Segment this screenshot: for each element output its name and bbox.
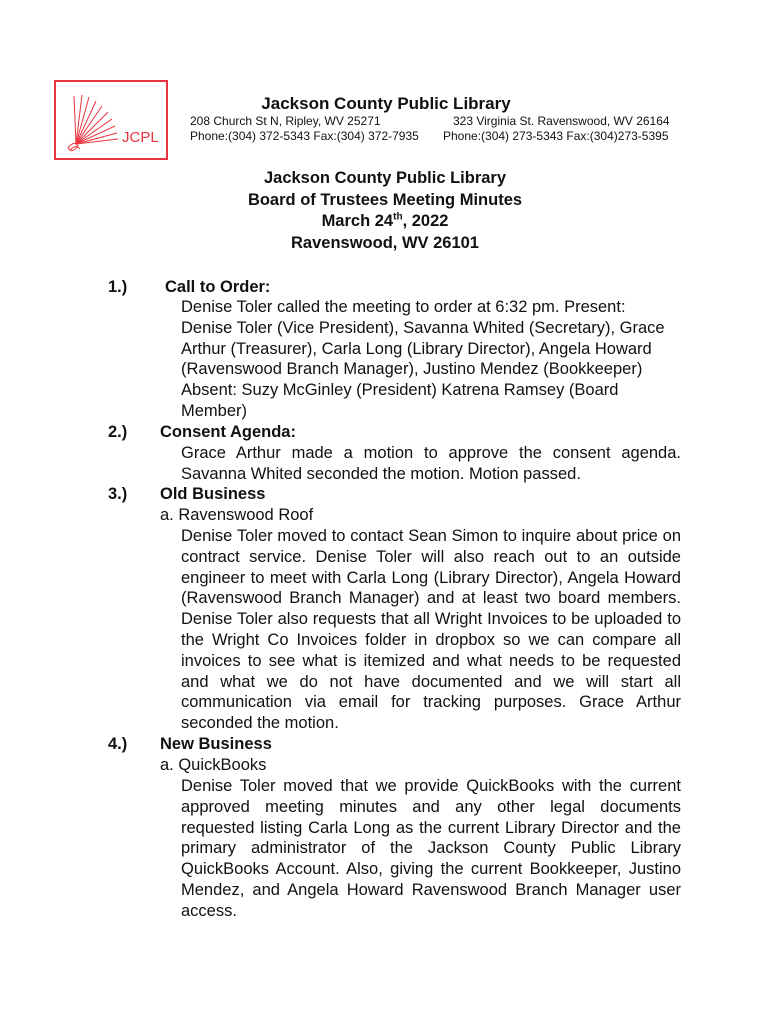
title-library-name: Jackson County Public Library	[263, 169, 507, 187]
letterhead-library-name: Jackson County Public Library	[261, 94, 511, 113]
section-text-ravenswood-roof: Denise Toler moved to contact Sean Simon to inquire about price on contract service. Denise Toler will also reach out to an outside engineer to meet with Carla Long (Library Director), Angela Howard (Ravenswood Branch Manager) and at least two board members. Denise Toler also requests that all Wright Invoices to be uploaded to the Wright Co Invoices folder in dropbox so we can compare all invoices to see what is itemized and what needs to be requested and what we do not have documented and we will start all communication via email for tracking purposes. Grace Arthur seconded the motion.	[181, 527, 681, 733]
section-heading-new-business: New Business	[160, 735, 272, 753]
title-date: March 24th, 2022	[321, 211, 449, 230]
logo-text: JCPL	[122, 129, 159, 146]
section-number: 1.)	[108, 278, 128, 296]
ripley-phone: Phone:(304) 372-5343 Fax:(304) 372-7935	[190, 129, 419, 143]
section-text-consent-agenda: Grace Arthur made a motion to approve the consent agenda. Savanna Whited seconded the motion. Motion passed.	[181, 444, 681, 483]
section-text-quickbooks: Denise Toler moved that we provide QuickBooks with the current approved meeting minutes and any other legal documents requested listing Carla Long as the current Library Director and the primary administrator of the Jackson County Public Library QuickBooks Account. Also, giving the current Bookkeeper, Justino Mendez, and Angela Howard Ravenswood Branch Manager user access.	[181, 777, 681, 920]
section-number: 3.)	[108, 485, 128, 503]
ravenswood-address: 323 Virginia St. Ravenswood, WV 26164	[453, 114, 670, 128]
book-rays-icon	[56, 82, 170, 162]
library-logo	[54, 80, 168, 160]
subsection-ravenswood-roof: a. Ravenswood Roof	[160, 506, 314, 524]
ravenswood-phone: Phone:(304) 273-5343 Fax:(304)273-5395	[443, 129, 669, 143]
letterhead-address-line	[190, 114, 670, 128]
section-number: 2.)	[108, 423, 128, 441]
ripley-address: 208 Church St N, Ripley, WV 25271	[190, 114, 381, 128]
subsection-quickbooks: a. QuickBooks	[160, 756, 267, 774]
section-number: 4.)	[108, 735, 128, 753]
section-heading-consent-agenda: Consent Agenda:	[160, 423, 296, 441]
section-heading-old-business: Old Business	[160, 485, 266, 503]
title-location: Ravenswood, WV 26101	[291, 233, 479, 252]
document-title	[140, 168, 630, 254]
title-meeting-minutes: Board of Trustees Meeting Minutes	[247, 190, 523, 209]
letterhead-phone-line	[190, 129, 669, 143]
section-heading-call-to-order: Call to Order:	[165, 278, 271, 296]
section-text-call-to-order: Denise Toler called the meeting to order at 6:32 pm. Present: Denise Toler (Vice President), Savanna Whited (Secretary), Grace Arthur (Treasurer), Carla Long (Library Director), Angela Howard (Ravenswood Branch Manager), Justino Mendez (Bookkeeper) Absent: Suzy McGinley (President) Katrena Ramsey (Board Member)	[181, 298, 665, 420]
